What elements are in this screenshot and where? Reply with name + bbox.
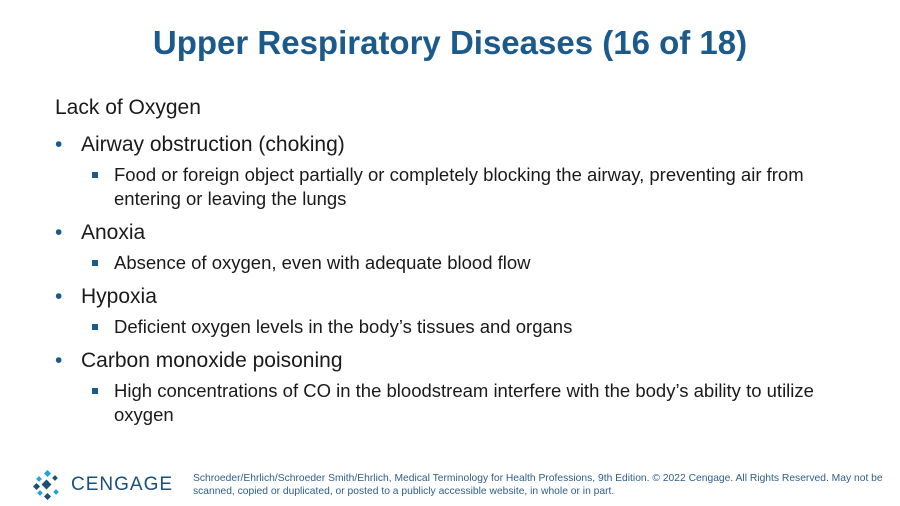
item-detail: Absence of oxygen, even with adequate blood flow [114,252,531,273]
bullet-icon: • [55,133,63,156]
item-detail: Deficient oxygen levels in the body’s tissues and organs [114,316,573,337]
slide-title: Upper Respiratory Diseases (16 of 18) [152,24,748,61]
cengage-logo-icon [33,470,63,500]
copyright-notice: Schroeder/Ehrlich/Schroeder Smith/Ehrlich, Medical Terminology for Health Professions, 9th Edition. © 2022 Cengage. All Rights Reserved. May not be scanned, copied or duplicated, or posted to a publicly accessible website, in whole or in part. [193,473,883,497]
square-bullet-icon [89,163,114,187]
square-bullet-icon [89,379,114,403]
bullet-icon: • [55,221,63,244]
section-label: Lack of Oxygen [55,96,201,119]
item-label: Anoxia [81,221,146,244]
footer [0,462,900,506]
item-detail: Food or foreign object partially or completely blocking the airway, preventing air from entering or leaving the lungs [114,164,804,209]
slide-content [55,96,855,436]
logo-text: CENGAGE [71,474,174,495]
cengage-logo [33,470,173,500]
item-label: Airway obstruction (choking) [81,133,345,156]
item-label: Hypoxia [81,285,157,308]
item-detail: High concentrations of CO in the bloodstream interfere with the body’s ability to utilize oxygen [114,380,814,425]
list-item [55,132,855,211]
list-item [55,348,855,427]
list-item [55,220,855,275]
item-label: Carbon monoxide poisoning [81,349,343,372]
bullet-icon: • [55,349,63,372]
square-bullet-icon [89,251,114,275]
bullet-icon: • [55,285,63,308]
square-bullet-icon [89,315,114,339]
list-item [55,284,855,339]
